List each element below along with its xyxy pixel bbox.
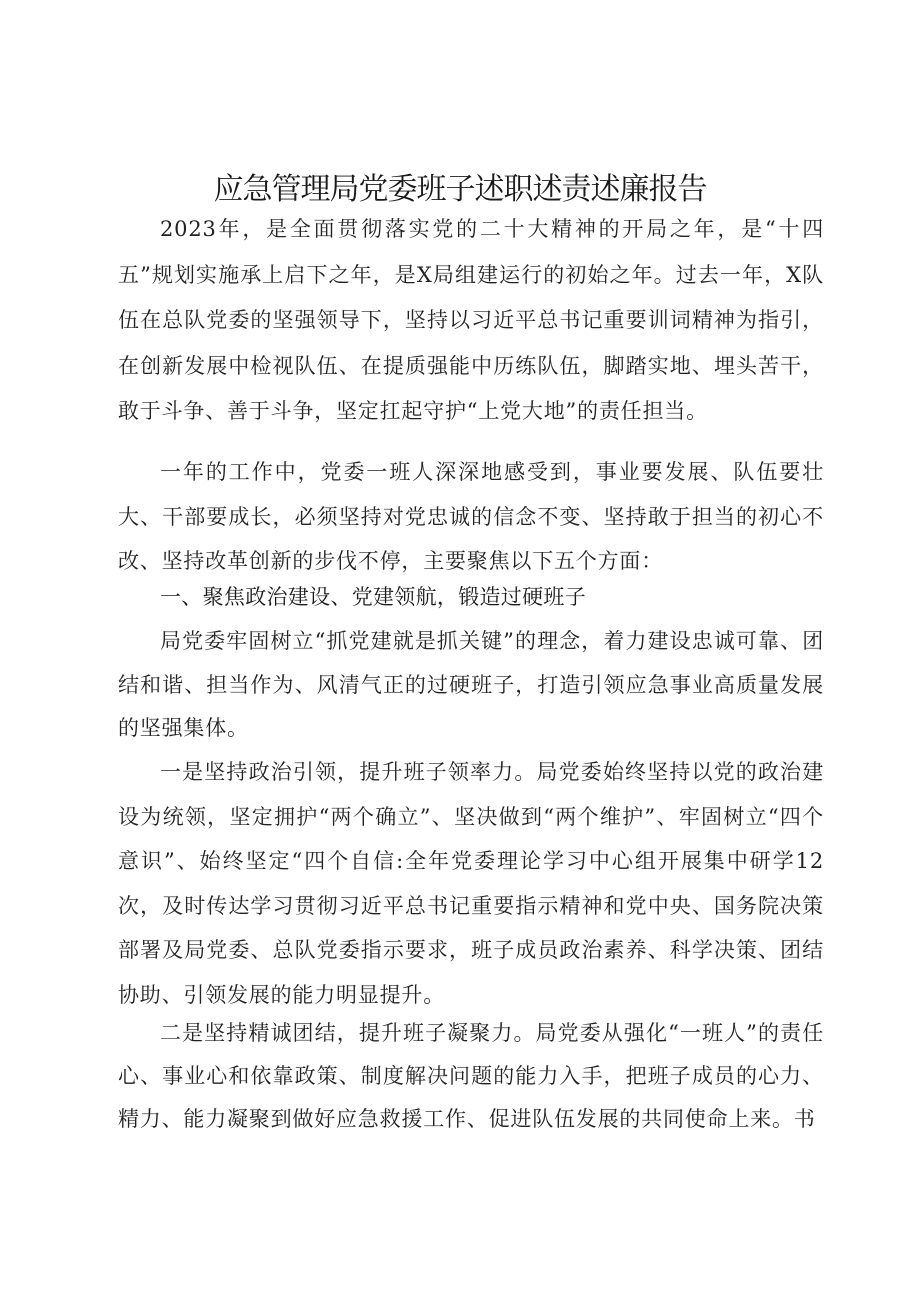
section-paragraph-1: 局党委牢固树立“抓党建就是抓关键”的理念，着力建设忠诚可靠、团结和谐、担当作为、风清气正的过硬班子，打造引领应急事业高质量发展的坚强集体。	[118, 629, 824, 740]
section-paragraph-3: 二是坚持精诚团结，提升班子凝聚力。局党委从强化“一班人”的责任心、事业心和依靠政策、制度解决问题的能力入手，把班子成员的心力、精力、能力凝聚到做好应急救援工作、促进队伍发展的共同使命上来。书	[118, 1021, 824, 1131]
section-paragraph-2: 一是坚持政治引领，提升班子领率力。局党委始终坚持以党的政治建设为统领，坚定拥护“两个确立”、坚决做到“两个维护”、牢固树立“四个意识”、始终坚定“四个自信:全年党委理论学习中心组开展集中研学12次，及时传达学习贯彻习近平总书记重要指示精神和党中央、国务院决策部署及局党委、总队党委指示要求，班子成员政治素养、科学决策、团结协助、引领发展的能力明显提升。	[118, 760, 824, 1007]
paragraph-intro: 2023年，是全面贯彻落实党的二十大精神的开局之年，是“十四五”规划实施承上启下之年，是X局组建运行的初始之年。过去一年，X队伍在总队党委的坚强领导下，坚持以习近平总书记重要训词精神为指引，在创新发展中检视队伍、在提质强能中历练队伍，脚踏实地、埋头苦干，敢于斗争、善于斗争，坚定扛起守护“上党大地”的责任担当。	[118, 217, 824, 424]
document-title: 应急管理局党委班子述职述责述廉报告	[213, 172, 707, 207]
section-heading: 一、聚焦政治建设、党建领航，锻造过硬班子	[160, 585, 586, 609]
paragraph-summary: 一年的工作中，党委一班人深深地感受到，事业要发展、队伍要壮大、干部要成长，必须坚持对党忠诚的信念不变、坚持敢于担当的初心不改、坚持改革创新的步伐不停，主要聚焦以下五个方面：	[118, 460, 824, 573]
